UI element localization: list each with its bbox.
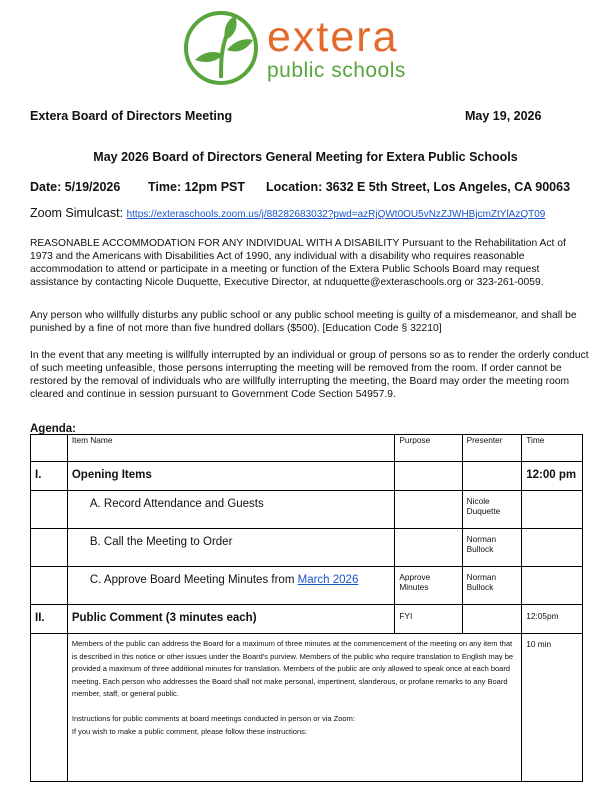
meeting-time: Time: 12pm PST [148,180,246,194]
zoom-link[interactable]: https://exteraschools.zoom.us/j/88282683032?pwd=azRjQWt0OU5vNzZJWHBjcmZtYlAzQT09 [126,209,546,220]
agenda-row-public-comment-detail [31,634,583,782]
agenda-row-call-to-order [31,529,583,567]
agenda-row-approve-minutes [31,567,583,605]
logo-subtitle: public schools [267,59,406,82]
leaf-logo-icon [183,10,263,88]
public-comment-text [67,634,521,782]
item-purpose [395,462,462,491]
item-name-text: C. Approve Board Meeting Minutes from [89,574,298,586]
item-presenter [462,462,522,491]
header-time: Time [522,435,583,462]
meeting-location: Location: 3632 E 5th Street, Los Angeles, CA 90063 [266,180,571,194]
header-purpose: Purpose [395,435,462,462]
agenda-row-attendance [31,491,583,529]
public-comment-instructions: Instructions for public comments at board meetings conducted in person or via Zoom: [71,714,355,723]
interruption-paragraph: In the event that any meeting is willfully interrupted by an individual or group of persons so as to render the orderly conduct of such meeting unfeasible, those persons interrupting the meeting will be removed from the room. If order cannot be restored by the removal of individuals who are willfully interrupting the meeting, the Board may order the meeting room cleared and continue in session pursuant to Government Code Section 54957.9. [30,350,589,400]
zoom-label: Zoom Simulcast: [30,206,124,220]
item-number: II. [31,605,68,634]
item-purpose: FYI [395,605,462,634]
item-time: 10 min [522,634,583,782]
agenda-row-opening [31,462,583,491]
agenda-label: Agenda: [30,423,76,435]
item-purpose: Approve Minutes [395,567,462,605]
meeting-heading: Extera Board of Directors Meeting [30,109,233,123]
item-name: A. Record Attendance and Guests [67,491,395,529]
agenda-header-row [31,435,583,462]
accommodation-paragraph: REASONABLE ACCOMMODATION FOR ANY INDIVIDUAL WITH A DISABILITY Pursuant to the Rehabilitation Act of 1973 and the Americans with Disabilities Act of 1990, any individual with a disability who requires reasonable accommodation to attend or participate in a meeting or function of the Extera Public Schools Board may request assistance by contacting Nicole Duquette, Executive Director, at nduquette@exteraschools.org or 323-261-0059. [30,238,566,288]
public-comment-follow: If you wish to make a public comment, please follow these instructions: [71,726,307,736]
agenda-row-public-comment [31,605,583,634]
minutes-link[interactable]: March 2026 [297,574,359,586]
logo-wordmark: extera [267,13,399,61]
page-title: May 2026 Board of Directors General Meeting for Extera Public Schools [93,150,518,164]
meeting-date: Date: 5/19/2026 [30,180,121,194]
item-name: B. Call the Meeting to Order [67,529,395,567]
item-time: 12:05pm [522,605,583,634]
header-item-name: Item Name [67,435,395,462]
extera-logo [183,10,423,88]
item-presenter: Norman Bullock [462,567,522,605]
header-presenter: Presenter [462,435,522,462]
public-comment-rules: Members of the public can address the Board for a maximum of three minutes at the commencement of the meeting on any item that is described in this notice or other issues under the Board's purview. Members of the public who require translation to English may be provided a maximum of three additional minutes for translation. Members of the public are only allowed to speak once at each board meeting. Each person who addresses the Board shall not make personal, impertinent, slanderous, or profane remarks to any Board member, staff, or general public. [71,639,514,698]
item-presenter: Norman Bullock [462,529,522,567]
disturbance-paragraph: Any person who willfully disturbs any public school or any public school meeting is guilty of a misdemeanor, and shall be punished by a fine of not more than five hundred dollars ($500). [Education Code § 32210] [30,310,577,334]
meeting-date-heading: May 19, 2026 [465,109,542,123]
item-name: Public Comment (3 minutes each) [67,605,395,634]
item-time: 12:00 pm [522,462,583,491]
meeting-details [30,180,570,194]
zoom-simulcast [30,206,545,220]
header-number [31,435,68,462]
item-presenter: Nicole Duquette [462,491,522,529]
agenda-table [30,434,583,782]
item-name: Opening Items [67,462,395,491]
item-name [67,567,395,605]
item-number: I. [31,462,68,491]
